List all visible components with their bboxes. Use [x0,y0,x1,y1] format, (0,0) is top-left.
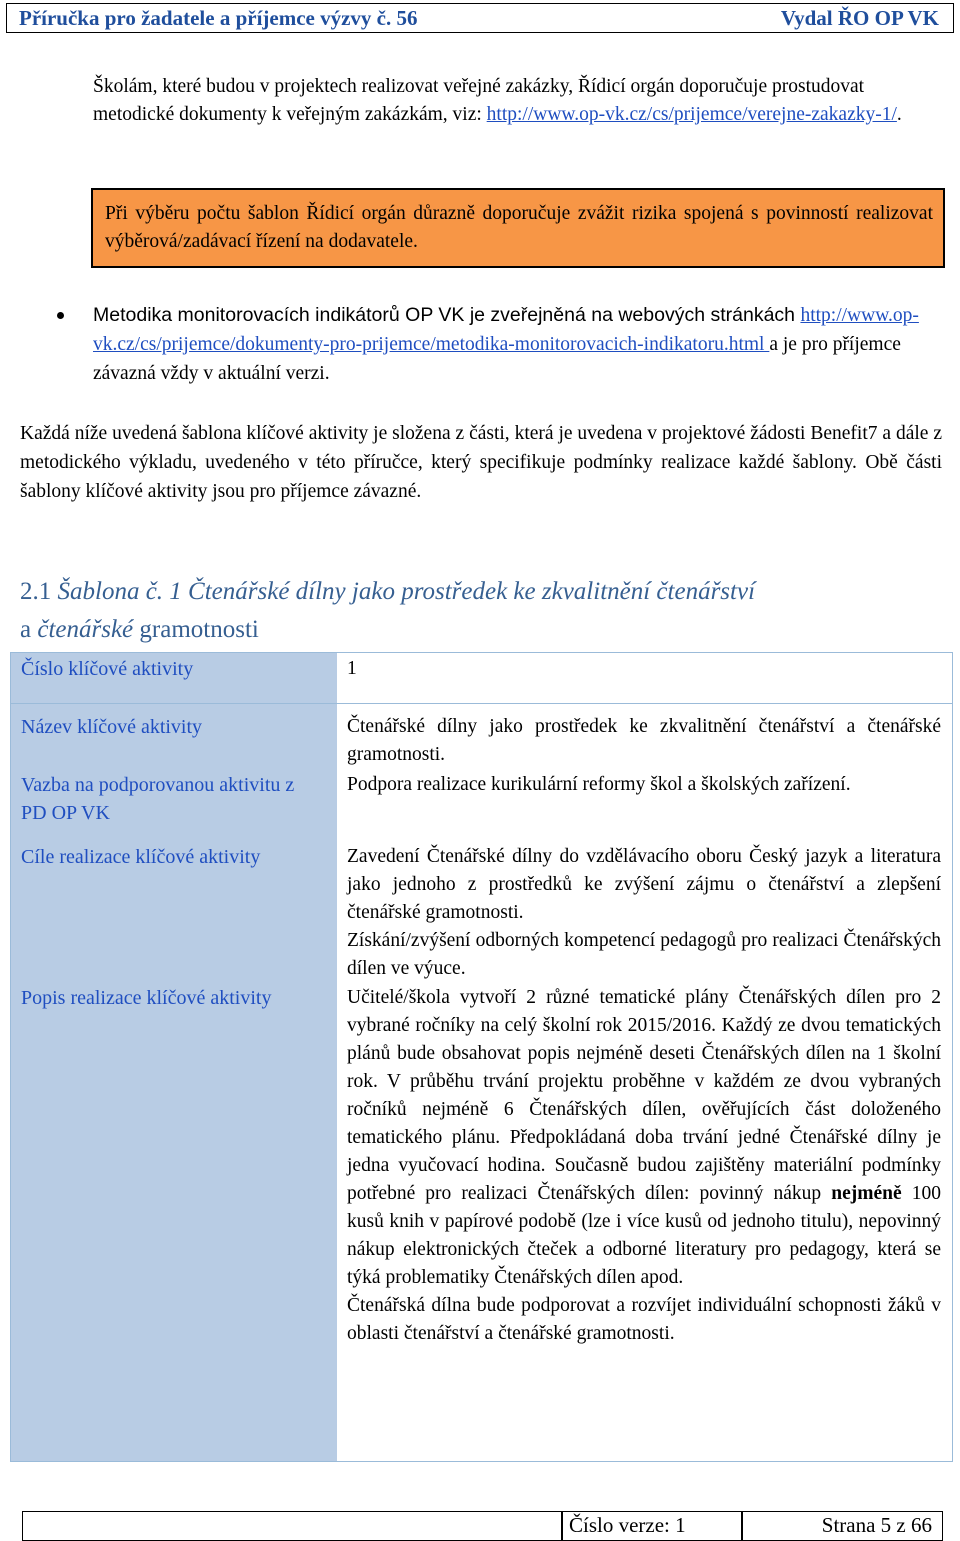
label-activity-name: Název klíčové aktivity [21,716,203,738]
value-goals-1: Zavedení Čtenářské dílny do vzdělávacího oboru Český jazyk a literatura jako jednoho z prostředků ke zvýšení zájmu o čtenářství a zlepšení čtenářské gramotnosti. [347,846,941,923]
intro-text: Školám, které budou v projektech realizovat veřejné zakázky, Řídicí orgán doporučuje prostudovat metodické dokumenty k veřejným zakázkám, viz: [93,76,865,125]
value-description [347,984,941,1348]
label-activity-number: Číslo klíčové aktivity [21,658,194,680]
footer-page-number: Strana 5 z 66 [821,1513,932,1537]
warning-box [91,188,945,268]
description-part-a: Učitelé/škola vytvoří 2 různé tematické plány Čtenářských dílen pro 2 vybrané ročníky na celý školní rok 2015/2016. Každý ze dvou tematických plánů bude obsahovat popis nejméně deseti Čtenářských dílen na 1 školní rok. V průběhu trvání projektu proběhne v každém ze dvou vybraných ročníků nejméně 6 Čtenářských dílen, ověřujících část doloženého tematického plánu. Předpokládaná doba trvání jedné Čtenářské dílny je jedna vyučovací hodina. Současně budou zajištěny materiální podmínky potřebné pro realizaci Čtenářských dílen: povinný nákup [347,987,941,1204]
body-paragraph: Každá níže uvedená šablona klíčové aktivity je složena z části, která je uvedena v projektové žádosti Benefit7 a dále z metodického výkladu, uvedeného v této příručce, který specifikuje podmínky realizace každé šablony. Obě části šablony klíčové aktivity jsou pro příjemce závazné. [20,423,942,502]
bullet-suffix: a je pro příjemce závazná vždy v aktuální verzi. [93,334,901,384]
warning-text: Při výběru počtu šablon Řídicí orgán důrazně doporučuje zvážit rizika spojená s povinností realizovat výběrová/zadávací řízení na dodavatele. [105,203,933,252]
section-title-post: gramotnosti [133,616,259,643]
procurement-link[interactable]: http://www.op-vk.cz/cs/prijemce/verejne-zakazky-1/ [486,104,897,125]
value-activity-name: Čtenářské dílny jako prostředek ke zkvalitnění čtenářství a čtenářské gramotnosti. [347,716,941,765]
section-title-italic: Šablona č. 1 Čtenářské dílny jako prostředek ke zkvalitnění čtenářství [57,578,756,605]
value-description-1 [347,984,941,1292]
footer-divider [741,1512,743,1540]
label-goals: Cíle realizace klíčové aktivity [21,846,261,868]
description-part-b: 100 kusů knih v papírové podobě (lze i více kusů od jednoho titulu), nepovinný nákup elektronických čteček a odborné literatury pro pedagogy, která se týká problematiky Čtenářských dílen apod. [347,1183,941,1288]
value-activity-number: 1 [347,658,357,679]
intro-suffix: . [896,104,902,125]
section-heading [20,573,950,649]
label-description: Popis realizace klíčové aktivity [21,987,272,1009]
row-divider [11,703,952,704]
section-title-italic-2: čtenářské [37,616,134,643]
bullet-text: Metodika monitorovacích indikátorů OP VK je zveřejněná na webových stránkách [93,304,801,326]
value-description-2: Čtenářská dílna bude podporovat a rozvíjet individuální schopnosti žáků v oblasti čtenářství a čtenářské gramotnosti. [347,1295,941,1344]
value-goals-2: Získání/zvýšení odborných kompetencí pedagogů pro realizaci Čtenářských dílen ve výuce. [347,930,941,979]
page-header [6,3,954,33]
footer-divider [561,1512,563,1540]
label-linked-activity: Vazba na podporovanou aktivitu z PD OP VK [21,774,295,824]
description-bold: nejméně [831,1183,902,1204]
bullet-icon [57,312,64,319]
header-publisher: Vydal ŘO OP VK [780,6,939,30]
activity-table [10,652,953,1462]
footer-version: Číslo verze: 1 [569,1513,686,1537]
section-number: 2.1 [20,578,52,605]
value-linked-activity: Podpora realizace kurikulární reformy škol a školských zařízení. [347,774,851,795]
bullet-item [93,301,943,388]
section-title-pre: a [20,616,38,643]
page-footer [22,1511,943,1541]
methodology-link[interactable]: http://www.op-vk.cz/cs/prijemce/dokumenty-pro-prijemce/metodika-monitorovacich-indikatoru.html [93,305,919,355]
header-title: Příručka pro žadatele a příjemce výzvy č. 56 [19,6,418,30]
intro-paragraph [93,73,943,129]
value-goals [347,843,941,983]
